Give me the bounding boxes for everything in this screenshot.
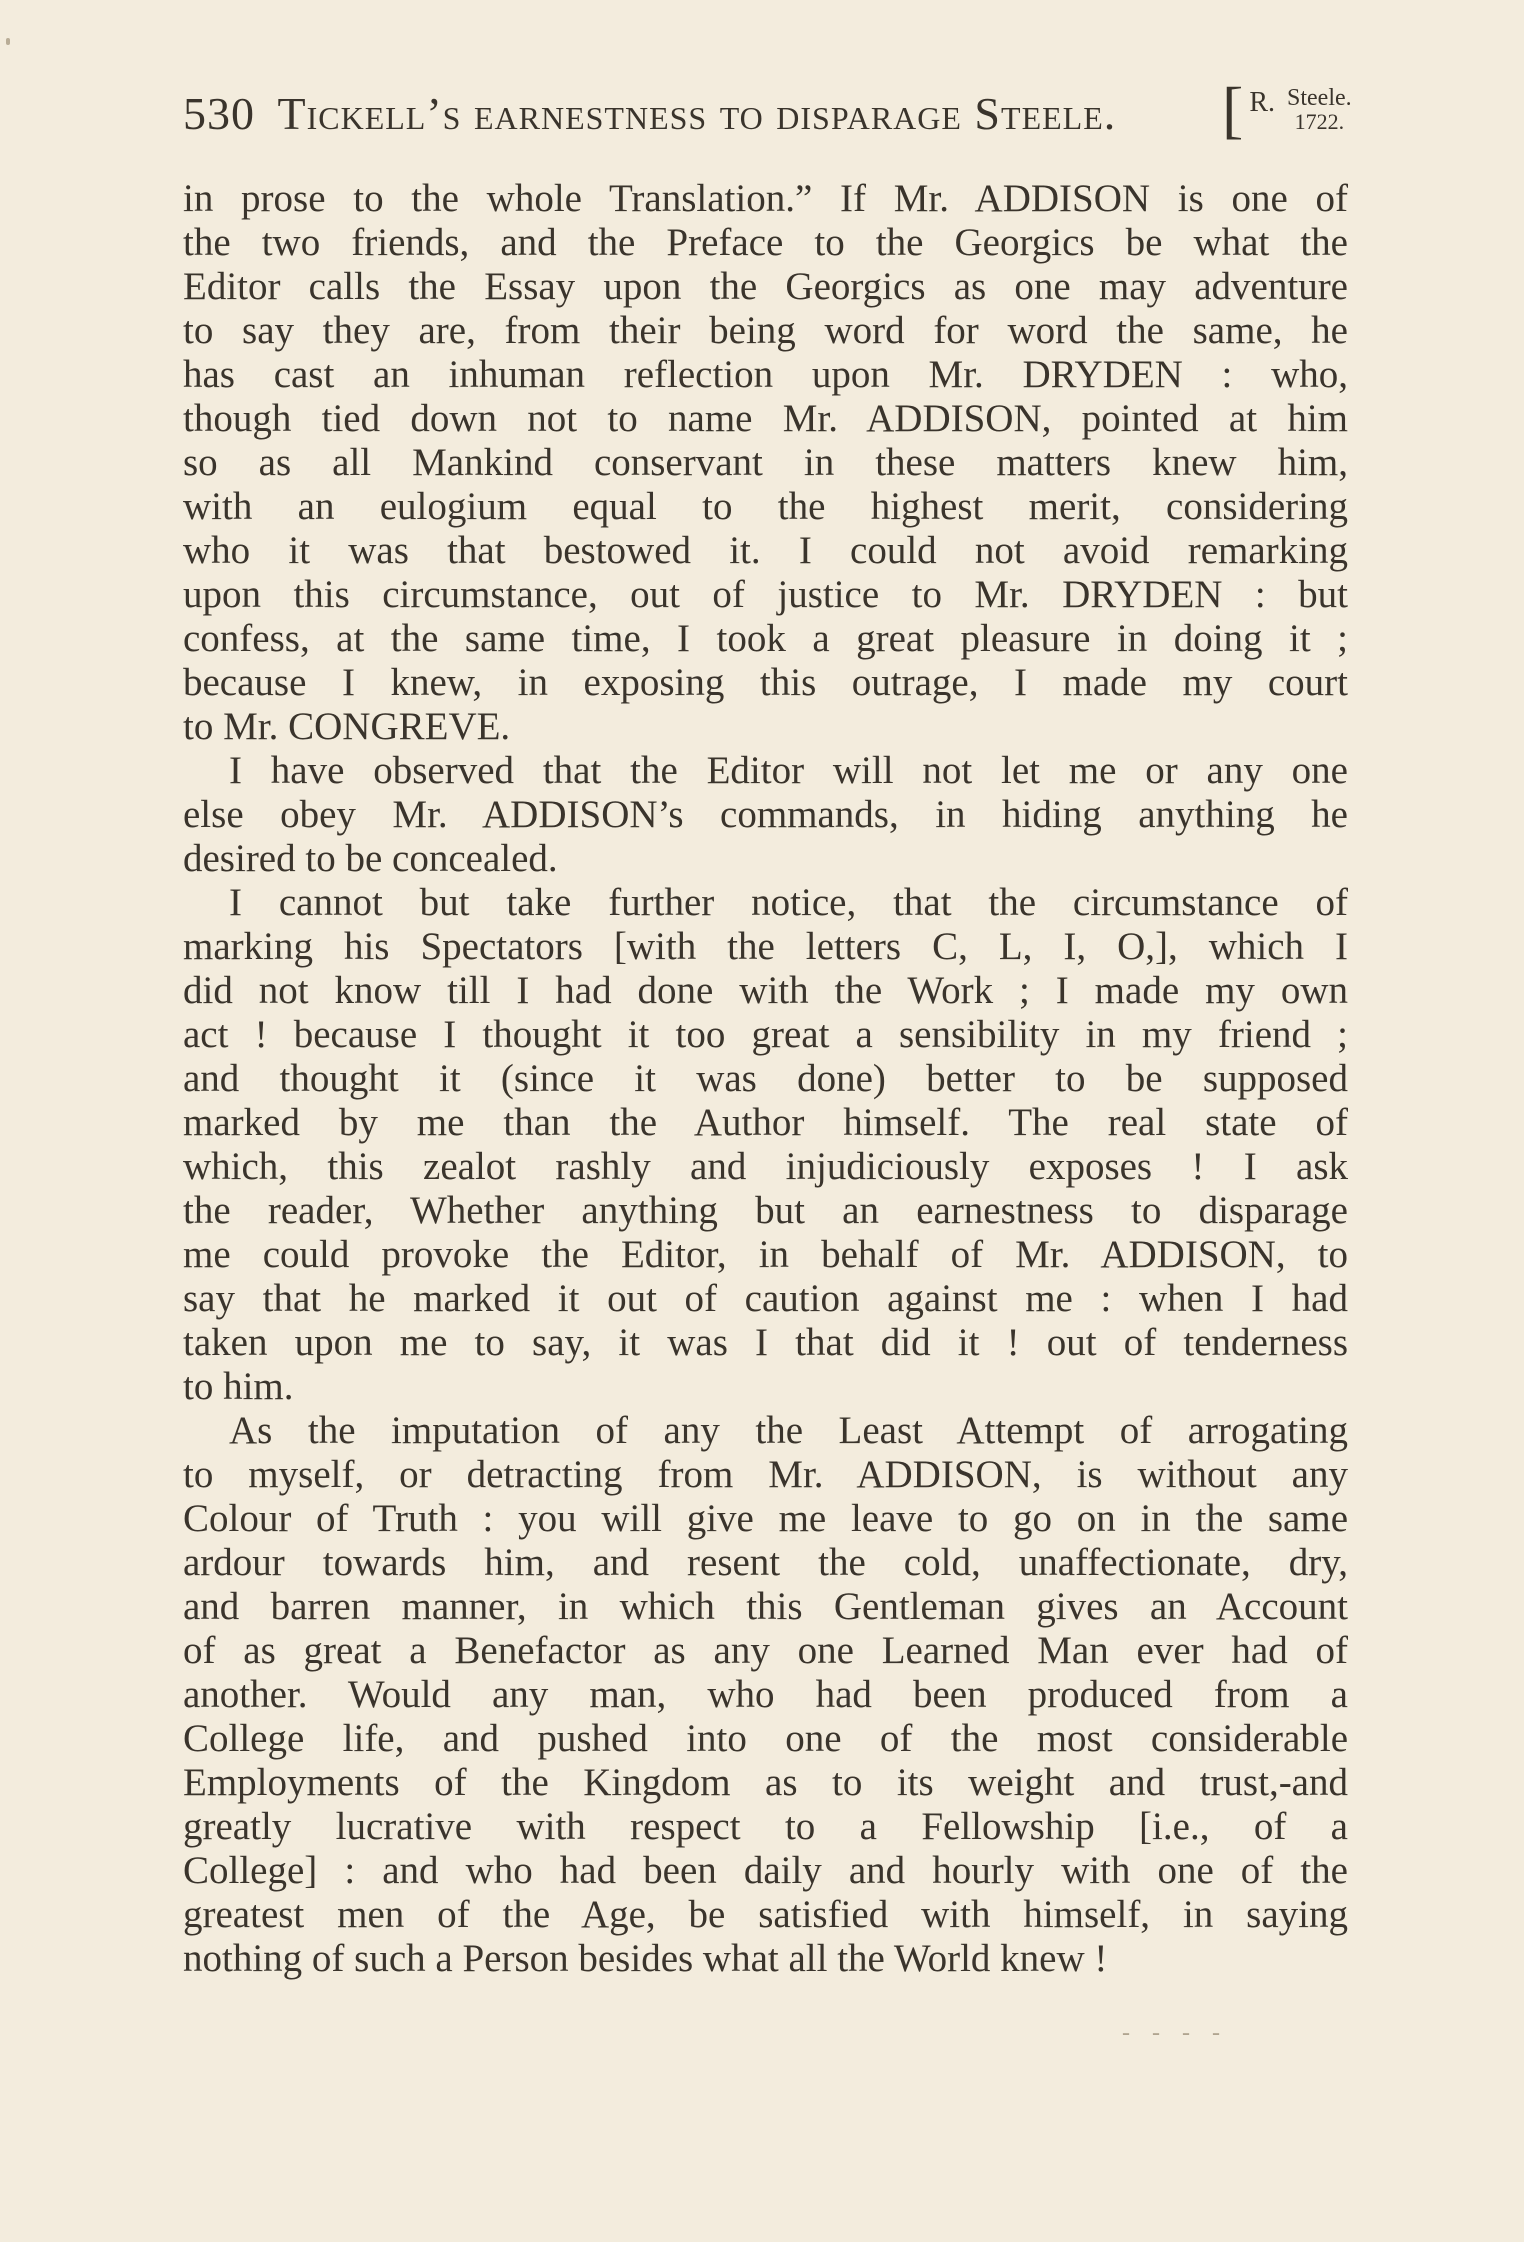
year: 1722. bbox=[1294, 109, 1345, 134]
text-line: and thought it (since it was done) better to be supposed bbox=[183, 1057, 1348, 1100]
text-line: I cannot but take further notice, that the circumstance of bbox=[229, 881, 1348, 924]
text-line: to say they are, from their being word for word the same, he bbox=[183, 309, 1348, 352]
text-line: act ! because I thought it too great a sensibility in my friend ; bbox=[183, 1013, 1348, 1056]
text-line: did not know till I had done with the Work ; I made my own bbox=[183, 969, 1348, 1012]
text-line: taken upon me to say, it was I that did it ! out of tenderness bbox=[183, 1321, 1348, 1364]
text-line: College life, and pushed into one of the most considerable bbox=[183, 1717, 1348, 1760]
page-number: 530 bbox=[183, 88, 255, 139]
text-line: to myself, or detracting from Mr. ADDISON, is without any bbox=[183, 1453, 1348, 1496]
page-edge-mark bbox=[6, 38, 10, 45]
text-line: desired to be concealed. bbox=[183, 837, 558, 880]
author-initial: R. bbox=[1249, 87, 1275, 118]
text-line: with an eulogium equal to the highest merit, considering bbox=[183, 485, 1348, 528]
text-line: who it was that bestowed it. I could not avoid remarking bbox=[183, 529, 1348, 572]
text-line: say that he marked it out of caution against me : when I had bbox=[183, 1277, 1348, 1320]
body-text bbox=[183, 177, 1348, 1981]
author-name: Steele. bbox=[1287, 85, 1352, 111]
text-line: else obey Mr. ADDISON’s commands, in hiding anything he bbox=[183, 793, 1348, 836]
text-line: greatly lucrative with respect to a Fellowship [i.e., of a bbox=[183, 1805, 1348, 1848]
text-line: Employments of the Kingdom as to its weight and trust,-and bbox=[183, 1761, 1348, 1804]
text-line: because I knew, in exposing this outrage, I made my court bbox=[183, 661, 1348, 704]
text-line: confess, at the same time, I took a great pleasure in doing it ; bbox=[183, 617, 1348, 660]
text-line: marked by me than the Author himself. The real state of bbox=[183, 1101, 1348, 1144]
side-note-bracket: [ bbox=[1222, 74, 1244, 145]
text-line: has cast an inhuman reflection upon Mr. DRYDEN : who, bbox=[183, 353, 1348, 396]
author-date-note bbox=[1222, 74, 1352, 145]
text-line: to Mr. CONGREVE. bbox=[183, 705, 511, 748]
text-line: so as all Mankind conservant in these matters knew him, bbox=[183, 441, 1348, 484]
text-line: I have observed that the Editor will not let me or any one bbox=[229, 749, 1348, 792]
running-head bbox=[183, 84, 1369, 144]
text-line: Colour of Truth : you will give me leave to go on in the same bbox=[183, 1497, 1348, 1540]
running-title: Tickell’s earnestness to disparage Steele. bbox=[277, 88, 1117, 139]
text-line: Editor calls the Essay upon the Georgics as one may adventure bbox=[183, 265, 1348, 308]
text-line: in prose to the whole Translation.” If Mr. ADDISON is one of bbox=[183, 177, 1348, 220]
text-line: the reader, Whether anything but an earnestness to disparage bbox=[183, 1189, 1348, 1232]
text-line: College] : and who had been daily and hourly with one of the bbox=[183, 1849, 1348, 1892]
text-line: greatest men of the Age, be satisfied with himself, in saying bbox=[183, 1893, 1348, 1936]
text-line: and barren manner, in which this Gentleman gives an Account bbox=[183, 1585, 1348, 1628]
text-line: marking his Spectators [with the letters C, L, I, O,], which I bbox=[183, 925, 1348, 968]
text-line: As the imputation of any the Least Attempt of arrogating bbox=[229, 1409, 1348, 1452]
text-line: the two friends, and the Preface to the Georgics be what the bbox=[183, 221, 1348, 264]
footer-marks: - - - - bbox=[1122, 2020, 1228, 2046]
text-line: another. Would any man, who had been produced from a bbox=[183, 1673, 1348, 1716]
text-line: nothing of such a Person besides what all the World knew ! bbox=[183, 1937, 1108, 1980]
text-line: of as great a Benefactor as any one Learned Man ever had of bbox=[183, 1629, 1348, 1672]
text-line: to him. bbox=[183, 1365, 294, 1408]
text-line: though tied down not to name Mr. ADDISON, pointed at him bbox=[183, 397, 1348, 440]
text-line: ardour towards him, and resent the cold, unaffectionate, dry, bbox=[183, 1541, 1348, 1584]
author-year-stack bbox=[1287, 86, 1352, 134]
text-line: me could provoke the Editor, in behalf of Mr. ADDISON, to bbox=[183, 1233, 1348, 1276]
text-line: which, this zealot rashly and injudiciously exposes ! I ask bbox=[183, 1145, 1348, 1188]
text-line: upon this circumstance, out of justice to Mr. DRYDEN : but bbox=[183, 573, 1348, 616]
